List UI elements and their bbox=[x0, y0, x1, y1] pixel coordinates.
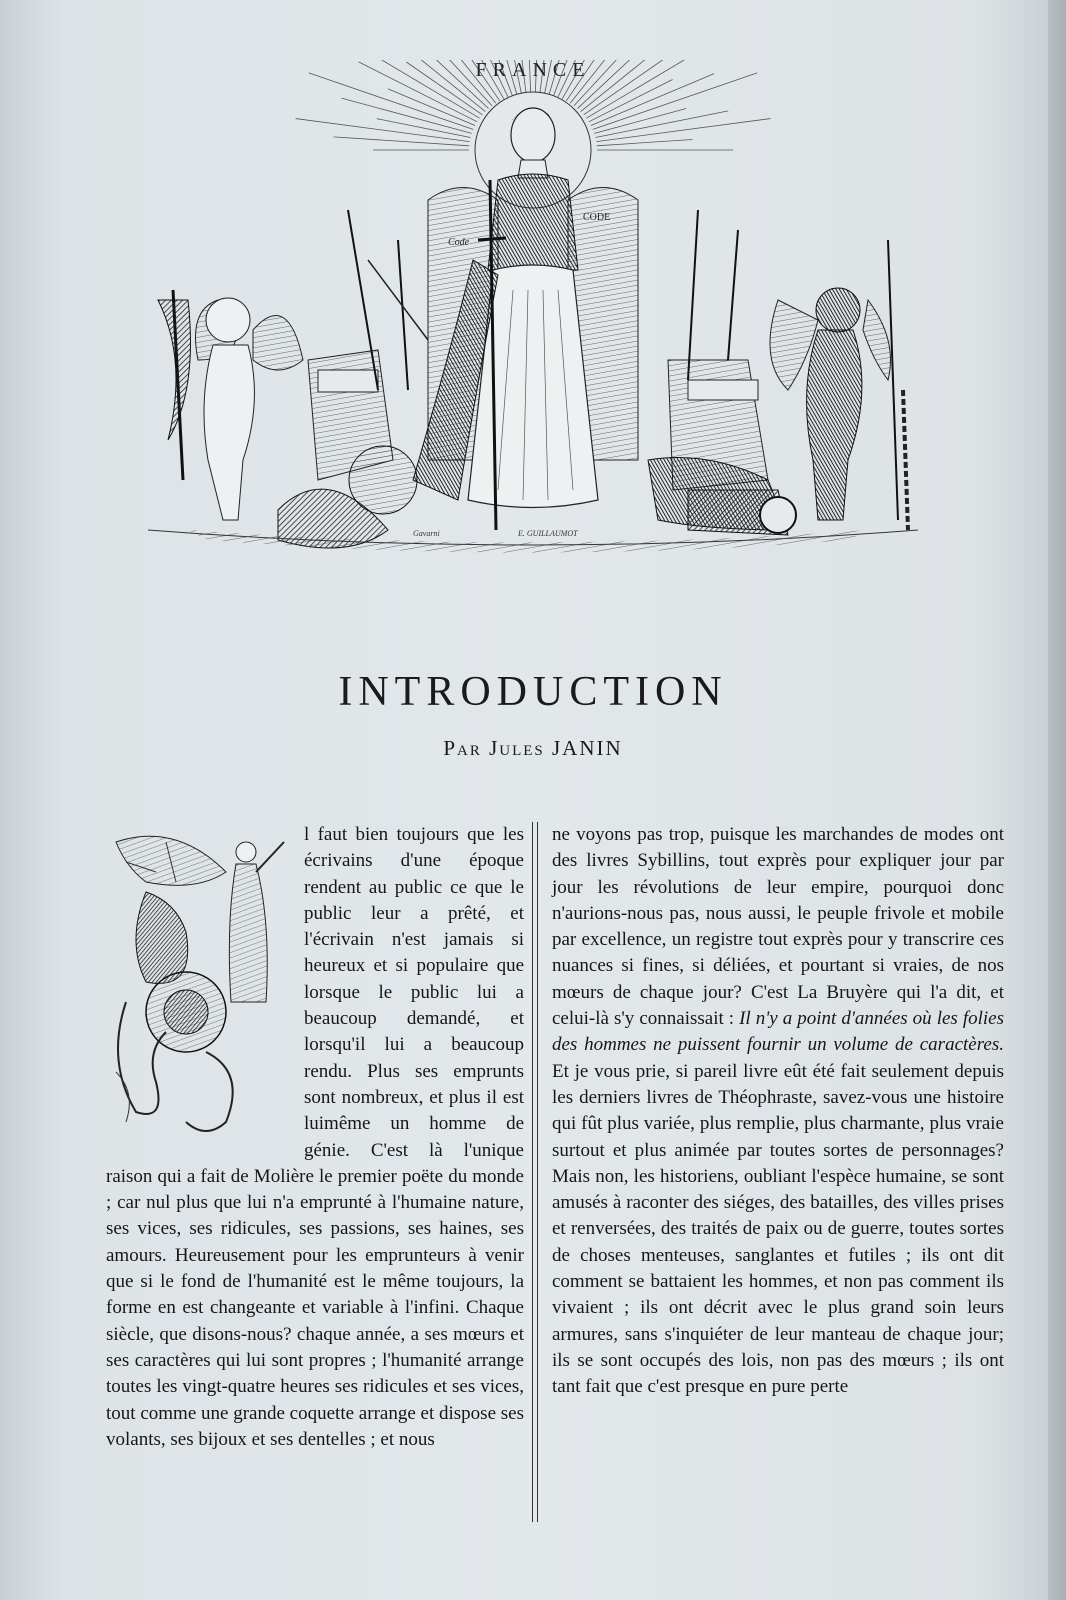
halo-ray bbox=[296, 119, 470, 142]
la-bruyere-quote: Il n'y a point d'années où les folies des hommes ne puissent fournir un volume de caractères. bbox=[552, 1008, 1004, 1056]
halo-ray bbox=[577, 60, 699, 109]
halo-ray bbox=[596, 119, 770, 142]
halo-ray bbox=[366, 60, 488, 109]
halo-ray bbox=[597, 139, 693, 145]
engraving-signature-right: E. GUILLAUMOT bbox=[518, 529, 578, 538]
left-column bbox=[106, 822, 524, 1453]
tablet-left-text: Code bbox=[448, 237, 470, 248]
france-allegory-engraving bbox=[128, 60, 938, 565]
byline: Par Jules JANIN bbox=[443, 736, 623, 760]
halo-text: FRANCE bbox=[475, 60, 591, 81]
engraving-signature-left: Gavarni bbox=[413, 529, 440, 538]
column-rule bbox=[532, 822, 538, 1522]
right-column bbox=[552, 822, 1004, 1401]
halo-ray bbox=[334, 137, 470, 146]
halo-ray bbox=[309, 73, 473, 130]
right-column-text-cont: Et je vous prie, si pareil livre eût été fait seulement depuis les derniers livres de Théophraste, savez-vous une histoire qui fût plus variée, plus remplie, plus charmante, plus vraie surtout et plus animée par toutes sortes de personnages? Mais non, les historiens, oubliant l'espèce humaine, se sont amusés à raconter des siéges, des batailles, des villes prises et renversées, des traités de paix ou de guerre, toutes sortes de choses menteuses, sanglantes et futiles ; ils ont dit comment se battaient les hommes, et non pas comment ils vivaient ; ils ont décrit avec le plus grand soin leurs armures, sans s'inquiéter de leur manteau de chaque jour; ils se sont occupés des lois, non pas des mœurs ; ils ont tant fait que c'est presque en pure perte bbox=[552, 1060, 1004, 1398]
page-edge bbox=[1048, 0, 1066, 1600]
drop-cap-illustration bbox=[106, 822, 294, 1140]
halo-ray bbox=[593, 73, 757, 130]
right-column-paragraph bbox=[552, 822, 1004, 1401]
tablet-right-text: CODE bbox=[583, 212, 611, 223]
halo-ray bbox=[377, 119, 471, 138]
left-column-text: l faut bien toujours que les écrivains d'une époque rendent au public ce que le public leur a prêté, et l'écrivain n'est jamais si heureux et si populaire que lorsque le public lui a beaucoup demandé, et lorsqu'il lui a beaucoup rendu. Plus ses emprunts sont nombreux, et plus il est luimême un homme de génie. C'est là l'unique raison qui a fait de Molière le premier poëte du monde ; car nul plus que lui n'a emprunté à l'humaine nature, ses vices, ses ridicules, ses passions, ses haines, ses amours. Heureusement pour les emprunteurs à venir que si le fond de l'humanité est le même toujours, la forme en est changeante et variable à l'infini. Chaque siècle, que disons-nous? chaque année, a ses mœurs et ses caractères qui lui sont propres ; l'humanité arrange toutes les vingt-quatre heures ses ridicules et ses vices, tout comme une grande coquette arrange et dispose ses volants, ses bijoux et ses dentelles ; et nous bbox=[106, 824, 524, 1450]
halo-ray bbox=[388, 89, 475, 126]
page-title: INTRODUCTION bbox=[338, 669, 728, 716]
right-column-text: ne voyons pas trop, puisque les marchandes de modes ont des livres Sybillins, tout exprès pour expliquer jour par jour les révolutions de leur empire, pourquoi donc n'aurions-nous pas, nous aussi, le peuple frivole et mobile par excellence, un registre tout exprès pour y transcrire ces nuances si fines, si déliées, et pourtant si vraies, de nos mœurs de chaque jour? C'est La Bruyère qui l'a dit, et celui-là s'y connaissait : bbox=[552, 824, 1004, 1030]
halo-ray bbox=[406, 62, 482, 115]
